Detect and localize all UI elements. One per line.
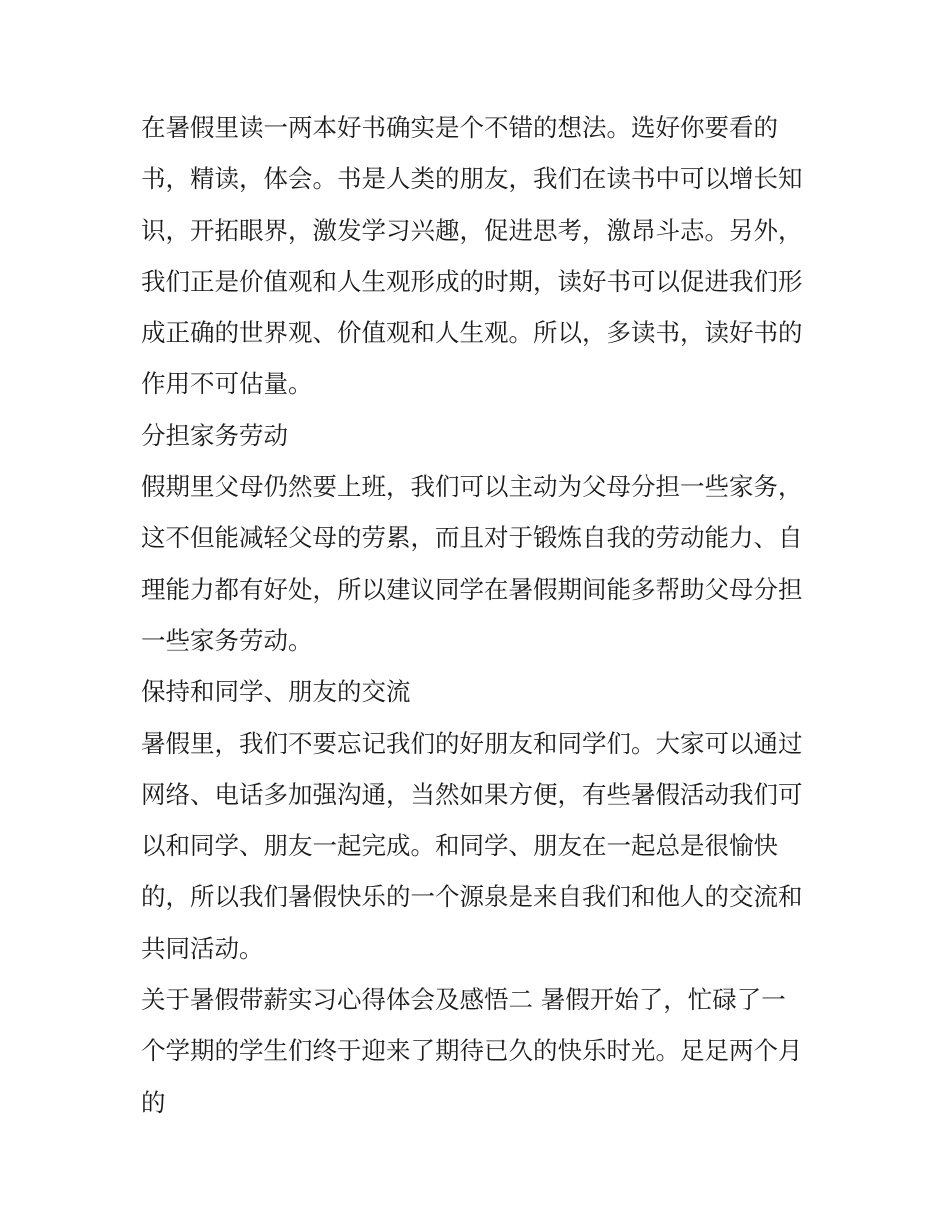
section-heading-housework: 分担家务劳动: [141, 420, 288, 450]
paragraph-line: 我们正是价值观和人生观形成的时期，读好书可以促进我们形: [141, 266, 803, 296]
paragraph-line: 的，所以我们暑假快乐的一个源泉是来自我们和他人的交流和: [141, 882, 803, 912]
section-heading-friends: 保持和同学、朋友的交流: [141, 677, 411, 707]
paragraph-line: 一些家务劳动。: [141, 625, 313, 655]
paragraph-line: 这不但能减轻父母的劳累，而且对于锻炼自我的劳动能力、自: [141, 523, 803, 553]
paragraph-line: 识，开拓眼界，激发学习兴趣，促进思考，激昂斗志。另外，: [141, 215, 803, 245]
paragraph-line: 成正确的世界观、价值观和人生观。所以，多读书，读好书的: [141, 318, 803, 348]
paragraph-line: 共同活动。: [141, 933, 264, 963]
paragraph-line: 以和同学、朋友一起完成。和同学、朋友在一起总是很愉快: [141, 831, 778, 861]
paragraph-line: 书，精读，体会。书是人类的朋友，我们在读书中可以增长知: [141, 164, 803, 194]
paragraph-line: 假期里父母仍然要上班，我们可以主动为父母分担一些家务，: [141, 472, 803, 502]
document-body: [141, 102, 821, 1128]
paragraph-line: 在暑假里读一两本好书确实是个不错的想法。选好你要看的: [141, 113, 778, 142]
paragraph-line: 暑假里，我们不要忘记我们的好朋友和同学们。大家可以通过: [141, 728, 803, 758]
paragraph-line: 网络、电话多加强沟通，当然如果方便，有些暑假活动我们可: [141, 779, 803, 809]
paragraph-line: 关于暑假带薪实习心得体会及感悟二 暑假开始了，忙碌了一: [141, 985, 786, 1015]
paragraph-line: 的: [141, 1087, 166, 1117]
paragraph-line: 理能力都有好处，所以建议同学在暑假期间能多帮助父母分担: [141, 574, 803, 604]
paragraph-line: 个学期的学生们终于迎来了期待已久的快乐时光。足足两个月: [141, 1036, 803, 1066]
paragraph-line: 作用不可估量。: [141, 369, 313, 399]
